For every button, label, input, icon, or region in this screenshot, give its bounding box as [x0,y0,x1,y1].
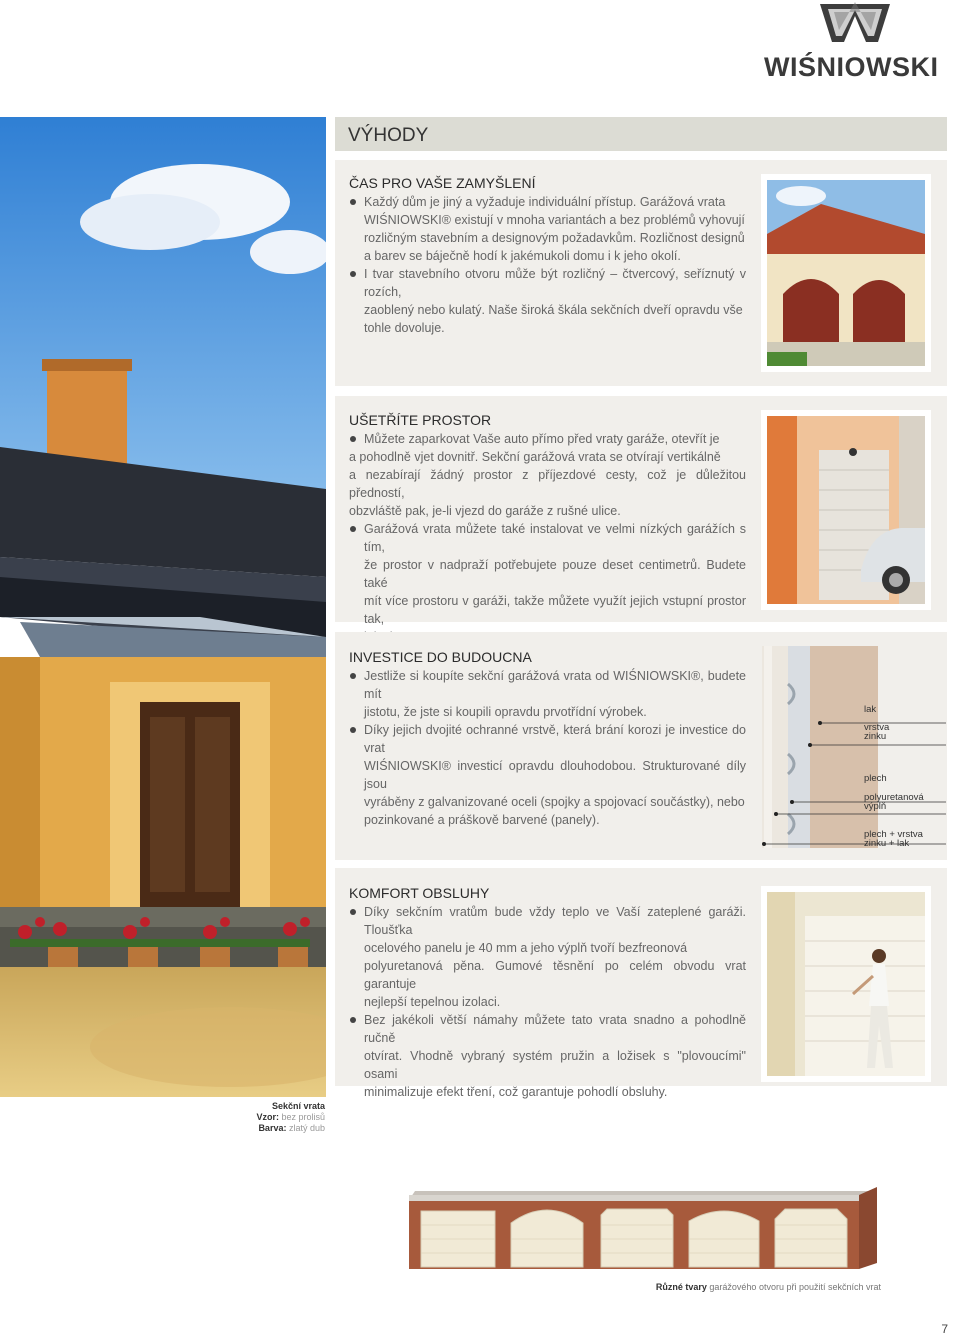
text-line: minimalizuje efekt tření, což garantuje pohodlí obsluhy. [364,1085,668,1099]
text-line: rozličným stavebním a designovým požadavkům. Rozličnost designů [364,231,745,245]
hero-caption [200,1101,325,1134]
bullet-item [349,430,746,520]
text-line: WIŚNIOWSKI® investicí opravdu dlouhodobou. Strukturované díly jsou [364,759,746,791]
text-line: a pohodlně vjet dovnitř. Sekční garážová vrata se otvírají vertikálně [349,450,721,464]
text-line: obzvláště pak, je-li vjezd do garáže z rušné ulice. [349,504,621,518]
bullet-item [349,520,746,646]
text-line: Jestliže si koupíte sekční garážová vrata od WIŚNIOWSKI®, budete mít [364,669,746,701]
section-time [335,160,947,386]
text-line: jistotu, že jste si koupili opravdu prvotřídní výrobek. [364,705,647,719]
bullet-item [349,265,746,337]
text-line: Díky sekčním vratům bude vždy teplo ve Vaší zateplené garáži. Tloušťka [364,905,746,937]
bottom-caption-bold: Různé tvary [655,1282,707,1292]
section-text [349,667,746,829]
brand-name: WIŚNIOWSKI [764,52,939,82]
wisniowski-logo-icon [818,2,892,44]
text-line: a nezabírají žádný prostor z příjezdové cesty, což je důležitou předností, [349,468,746,500]
text-line: Můžete zaparkovat Vaše auto přímo před vraty garáže, otevřít je [364,432,720,446]
text-line: I tvar stavebního otvoru může být rozličný – čtvercový, seříznutý v rozích, [364,267,746,299]
text-line: polyuretanová pěna. Gumové těsnění po celém obvodu vrat garantuje [364,959,746,991]
caption-color-value: zlatý dub [288,1123,325,1133]
woman-opening-garage-photo [761,886,931,1082]
text-line: zaoblený nebo kulatý. Naše široká škála sekčních dveří opravdu vše [364,303,743,317]
text-line: Díky jejich dvojité ochranné vrstvě, která brání korozi je investice do vrat [364,723,746,755]
section-text [349,193,746,337]
page-title: VÝHODY [348,125,429,146]
legend-sheet: plech [864,773,887,784]
text-line: a barev se báječně hodí k jakémukoli domu i k jeho okolí. [364,249,681,263]
garage-row-shapes-image [405,1183,881,1273]
text-line: ocelového panelu je 40 mm a jeho výplň tvoří bezfreonová [364,941,688,955]
legend-lacquer: lak [864,704,877,715]
bullet-item [349,193,746,265]
page-number: 7 [941,1322,948,1336]
section-title: INVESTICE DO BUDOUCNA [349,649,532,665]
text-line: pozinkované a práškově barvené (panely). [364,813,600,827]
section-text [349,903,746,1101]
legend-polyurethane: polyuretanová výplň [864,792,924,812]
bottom-caption [600,1282,881,1292]
garage-car-photo [761,410,931,610]
bottom-caption-rest: garážového otvoru při použití sekčních vrat [709,1282,881,1292]
text-line: WIŚNIOWSKI® existují v mnoha variantách a bez problémů vyhovují [364,213,745,227]
hero-house-photo [0,117,326,1097]
caption-pattern-label: Vzor: [256,1112,279,1122]
caption-color-label: Barva: [258,1123,287,1133]
caption-title: Sekční vrata [271,1101,325,1111]
section-investment [335,632,947,860]
garage-arched-photo [761,174,931,372]
text-line: že prostor v nadpraží potřebujete pouze deset centimetrů. Budete také [364,558,746,590]
caption-pattern-value: bez prolisů [281,1112,325,1122]
section-title: UŠETŘÍTE PROSTOR [349,412,492,428]
text-line: otvírat. Vhodně vybraný systém pružin a ložisek s "plovoucími" osami [364,1049,746,1081]
section-text [349,430,746,646]
bullet-item [349,721,746,829]
text-line: mít více prostoru v garáži, takže můžete využít jejich vstupní prostor tak, [364,594,746,626]
text-line: vyráběny z galvanizované oceli (spojky a spojovací součástky), nebo [364,795,745,809]
section-title: ČAS PRO VAŠE ZAMYŠLENÍ [349,175,536,191]
text-line: Garážová vrata můžete také instalovat ve velmi nízkých garážích s tím, [364,522,746,554]
bullet-item [349,1011,746,1101]
text-line: tohle dovoluje. [364,321,445,335]
legend-sheet-zinc-lacquer: plech + vrstva zinku + lak [864,829,923,849]
section-header-bar [335,117,947,151]
text-line: Bez jakékoli větší námahy můžete tato vrata snadno a pohodlně ručně [364,1013,746,1045]
text-line: Každý dům je jiný a vyžaduje individuální přístup. Garážová vrata [364,195,726,209]
bullet-item [349,903,746,1011]
text-line: nejlepší tepelnou izolaci. [364,995,501,1009]
legend-zinc-layer: vrstva zinku [864,722,890,742]
section-space [335,396,947,626]
section-title: KOMFORT OBSLUHY [349,885,490,901]
legend-leader-lines [760,644,950,850]
section-comfort [335,868,947,1099]
bullet-item [349,667,746,721]
